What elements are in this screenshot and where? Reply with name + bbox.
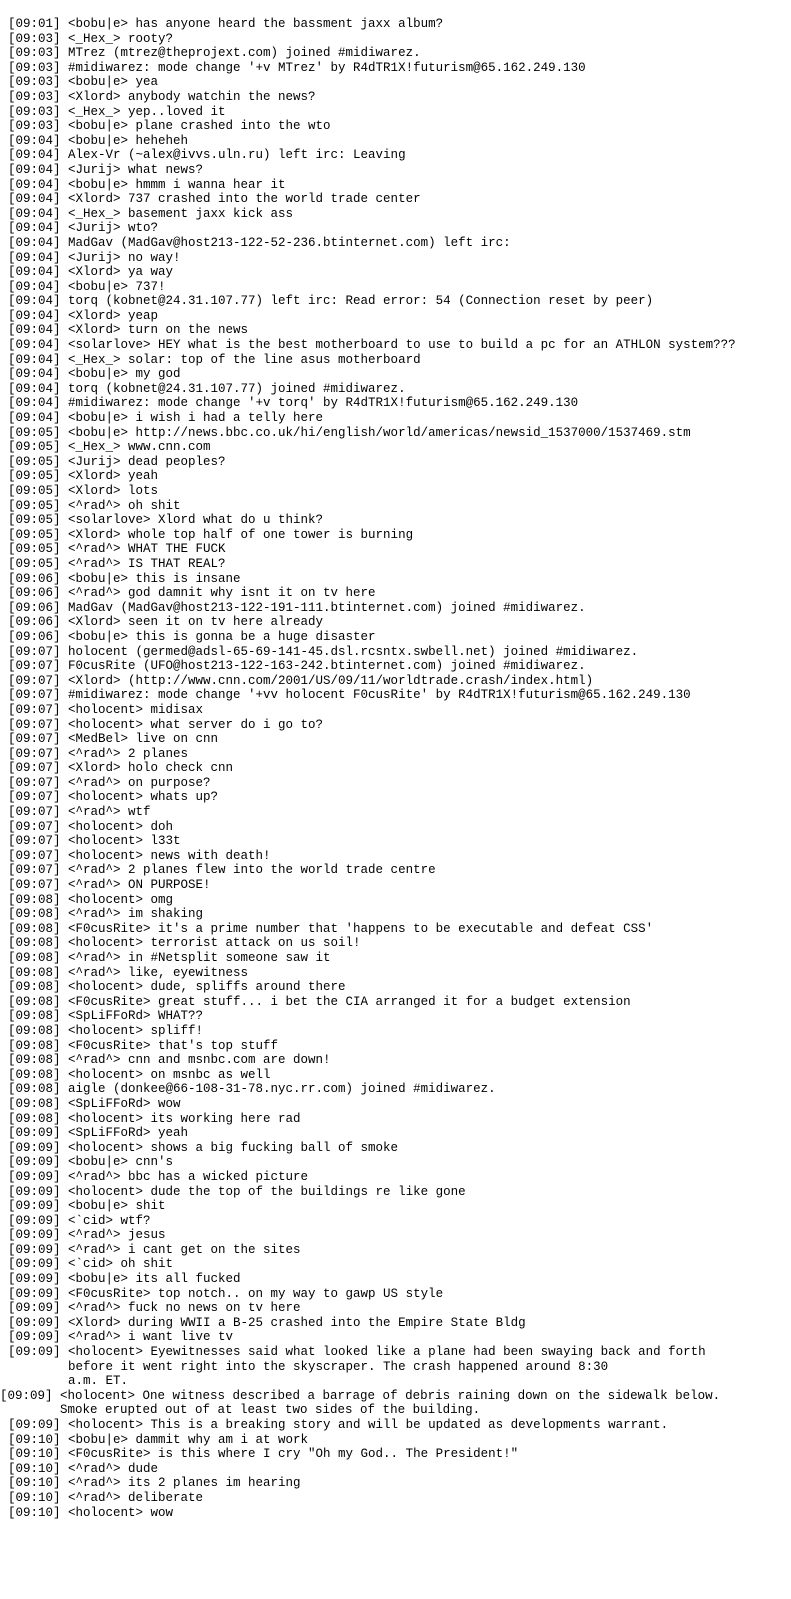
chat-line: [09:04] <Jurij> wto? <box>8 221 159 236</box>
chat-line: [09:08] <holocent> dude, spliffs around there <box>8 980 346 995</box>
chat-line: [09:05] <bobu|e> http://news.bbc.co.uk/hi/english/world/americas/newsid_1537000/1537469.stm <box>8 425 691 440</box>
chat-line: [09:07] <^rad^> 2 planes <box>8 746 189 761</box>
chat-line: [09:04] torq (kobnet@24.31.107.77) joined #midiwarez. <box>8 381 406 396</box>
chat-line: [09:10] <^rad^> dude <box>8 1461 159 1476</box>
chat-line: [09:06] <^rad^> god damnit why isnt it on tv here <box>8 586 376 601</box>
chat-line: [09:04] <_Hex_> solar: top of the line asus motherboard <box>8 352 421 367</box>
chat-line: [09:07] <holocent> whats up? <box>8 790 219 805</box>
chat-line: [09:10] <^rad^> its 2 planes im hearing <box>8 1476 301 1491</box>
chat-line: [09:09] <bobu|e> its all fucked <box>8 1272 241 1287</box>
chat-line: [09:09] <`cid> wtf? <box>8 1213 151 1228</box>
chat-line: [09:09] <holocent> Eyewitnesses said what looked like a plane had been swaying back and forth <box>8 1345 706 1360</box>
chat-line: [09:08] aigle (donkee@66-108-31-78.nyc.rr.com) joined #midiwarez. <box>8 1082 496 1097</box>
chat-line: [09:07] <holocent> news with death! <box>8 848 271 863</box>
chat-line: [09:08] <^rad^> im shaking <box>8 907 204 922</box>
chat-line: [09:04] <bobu|e> i wish i had a telly here <box>8 411 324 426</box>
chat-line: [09:09] <bobu|e> cnn's <box>8 1155 174 1170</box>
chat-line: [09:08] <SpLiFFoRd> wow <box>8 1096 181 1111</box>
chat-line: [09:01] <bobu|e> has anyone heard the bassment jaxx album? <box>8 17 444 31</box>
chat-line: [09:08] <F0cusRite> great stuff... i bet the CIA arranged it for a budget extension <box>8 994 631 1009</box>
chat-line: [09:09] <Xlord> during WWII a B-25 crashed into the Empire State Bldg <box>8 1315 526 1330</box>
chat-line: [09:03] #midiwarez: mode change '+v MTrez' by R4dTR1X!futurism@65.162.249.130 <box>8 60 586 75</box>
chat-line: [09:05] <Xlord> yeah <box>8 469 159 484</box>
chat-line: [09:04] <solarlove> HEY what is the best motherboard to use to build a pc for an ATHLON system??? <box>8 338 736 353</box>
chat-line: [09:05] <solarlove> Xlord what do u think? <box>8 513 324 528</box>
chat-line: [09:07] F0cusRite (UFO@host213-122-163-242.btinternet.com) joined #midiwarez. <box>8 659 586 674</box>
chat-line: a.m. ET. <box>8 1374 129 1389</box>
chat-line: [09:04] Alex-Vr (~alex@ivvs.uln.ru) left irc: Leaving <box>8 148 406 163</box>
chat-line: [09:04] <Xlord> ya way <box>8 265 174 280</box>
chat-line: [09:05] <Xlord> whole top half of one tower is burning <box>8 527 414 542</box>
chat-line: [09:09] <^rad^> i want live tv <box>8 1330 234 1345</box>
chat-line: Smoke erupted out of at least two sides of the building. <box>0 1403 481 1418</box>
chat-line: [09:04] <bobu|e> 737! <box>8 279 166 294</box>
chat-line: [09:03] <bobu|e> plane crashed into the wto <box>8 119 331 134</box>
chat-line: [09:10] <holocent> wow <box>8 1505 174 1520</box>
chat-line: [09:09] <`cid> oh shit <box>8 1257 174 1272</box>
chat-line: [09:09] <bobu|e> shit <box>8 1199 166 1214</box>
chat-line: [09:09] <holocent> dude the top of the buildings re like gone <box>8 1184 466 1199</box>
chat-line: [09:05] <^rad^> WHAT THE FUCK <box>8 542 226 557</box>
chat-line: [09:07] <holocent> midisax <box>8 702 204 717</box>
chat-line: [09:09] <^rad^> jesus <box>8 1228 166 1243</box>
chat-line: [09:07] <^rad^> ON PURPOSE! <box>8 878 211 893</box>
chat-line: [09:06] <bobu|e> this is gonna be a huge disaster <box>8 629 376 644</box>
chat-line: [09:09] <F0cusRite> top notch.. on my way to gawp US style <box>8 1286 444 1301</box>
chat-line: [09:04] <bobu|e> hmmm i wanna hear it <box>8 177 286 192</box>
chat-line: [09:03] <_Hex_> rooty? <box>8 31 174 46</box>
chat-line: [09:07] <^rad^> 2 planes flew into the world trade centre <box>8 863 436 878</box>
chat-line: [09:09] <holocent> One witness described a barrage of debris raining down on the sidewalk below. <box>0 1388 721 1403</box>
chat-line: [09:07] <Xlord> (http://www.cnn.com/2001/US/09/11/worldtrade.crash/index.html) <box>8 673 594 688</box>
chat-line: [09:03] <_Hex_> yep..loved it <box>8 104 226 119</box>
chat-line: [09:06] <Xlord> seen it on tv here already <box>8 615 324 630</box>
chat-line: [09:05] <^rad^> IS THAT REAL? <box>8 556 226 571</box>
chat-line: [09:06] <bobu|e> this is insane <box>8 571 241 586</box>
chat-line: [09:07] <holocent> doh <box>8 819 174 834</box>
chat-line: [09:04] torq (kobnet@24.31.107.77) left irc: Read error: 54 (Connection reset by peer) <box>8 294 654 309</box>
chat-line: [09:05] <_Hex_> www.cnn.com <box>8 440 211 455</box>
chat-line: [09:05] <Xlord> lots <box>8 484 159 498</box>
chat-line: [09:07] <^rad^> wtf <box>8 805 151 820</box>
chat-line: [09:08] <SpLiFFoRd> WHAT?? <box>8 1009 204 1024</box>
chat-line: [09:04] <Jurij> what news? <box>8 162 204 177</box>
chat-line: [09:07] <holocent> what server do i go to? <box>8 717 324 732</box>
chat-line: [09:04] MadGav (MadGav@host213-122-52-236.btinternet.com) left irc: <box>8 235 511 250</box>
chat-line: [09:09] <^rad^> fuck no news on tv here <box>8 1301 301 1316</box>
chat-line: [09:08] <holocent> on msnbc as well <box>8 1067 271 1082</box>
chat-line: [09:06] MadGav (MadGav@host213-122-191-111.btinternet.com) joined #midiwarez. <box>8 600 586 615</box>
chat-line: [09:04] <_Hex_> basement jaxx kick ass <box>8 206 294 221</box>
chat-line: [09:07] #midiwarez: mode change '+vv holocent F0cusRite' by R4dTR1X!futurism@65.162.249.130 <box>8 688 691 703</box>
chat-line: [09:10] <F0cusRite> is this where I cry "Oh my God.. The President!" <box>8 1447 519 1462</box>
chat-line: [09:08] <^rad^> cnn and msnbc.com are down! <box>8 1053 331 1068</box>
chat-line: [09:09] <^rad^> bbc has a wicked picture <box>8 1169 309 1184</box>
chat-line: [09:04] <Jurij> no way! <box>8 250 181 265</box>
chat-line: [09:03] <Xlord> anybody watchin the news? <box>8 89 316 104</box>
chat-line: [09:07] <Xlord> holo check cnn <box>8 761 234 776</box>
chat-line: [09:08] <^rad^> like, eyewitness <box>8 965 249 980</box>
chat-log <box>0 17 788 1520</box>
chat-line: [09:04] <Xlord> turn on the news <box>8 323 249 338</box>
chat-line: [09:09] <^rad^> i cant get on the sites <box>8 1242 301 1257</box>
chat-line: [09:08] <holocent> omg <box>8 892 174 907</box>
chat-line: [09:08] <holocent> terrorist attack on us soil! <box>8 936 361 951</box>
chat-line: [09:07] <^rad^> on purpose? <box>8 775 211 790</box>
chat-line: [09:08] <^rad^> in #Netsplit someone saw it <box>8 951 331 965</box>
chat-line: [09:09] <holocent> This is a breaking story and will be updated as developments warrant. <box>8 1418 669 1432</box>
chat-line: [09:04] <Xlord> 737 crashed into the world trade center <box>8 192 421 207</box>
chat-line: [09:04] <bobu|e> my god <box>8 367 181 382</box>
chat-line: [09:07] <MedBel> live on cnn <box>8 732 219 747</box>
chat-line: before it went right into the skyscraper. The crash happened around 8:30 <box>8 1359 609 1374</box>
chat-line: [09:05] <^rad^> oh shit <box>8 498 181 513</box>
chat-line: [09:08] <F0cusRite> that's top stuff <box>8 1038 279 1053</box>
chat-line: [09:10] <^rad^> deliberate <box>8 1490 204 1505</box>
chat-line: [09:07] holocent (germed@adsl-65-69-141-45.dsl.rcsntx.swbell.net) joined #midiwarez. <box>8 644 639 659</box>
chat-line: [09:05] <Jurij> dead peoples? <box>8 454 226 469</box>
chat-line: [09:08] <F0cusRite> it's a prime number that 'happens to be executable and defeat CSS' <box>8 921 654 936</box>
chat-line: [09:07] <holocent> l33t <box>8 834 181 849</box>
chat-line: [09:03] MTrez (mtrez@theprojext.com) joined #midiwarez. <box>8 46 421 61</box>
chat-line: [09:04] <bobu|e> heheheh <box>8 133 189 148</box>
chat-line: [09:09] <holocent> shows a big fucking ball of smoke <box>8 1140 399 1155</box>
chat-line: [09:04] <Xlord> yeap <box>8 308 159 323</box>
chat-line: [09:08] <holocent> spliff! <box>8 1023 204 1038</box>
chat-line: [09:09] <SpLiFFoRd> yeah <box>8 1126 189 1141</box>
chat-line: [09:04] #midiwarez: mode change '+v torq' by R4dTR1X!futurism@65.162.249.130 <box>8 396 579 411</box>
chat-line: [09:10] <bobu|e> dammit why am i at work <box>8 1432 309 1447</box>
chat-line: [09:03] <bobu|e> yea <box>8 75 159 90</box>
chat-line: [09:08] <holocent> its working here rad <box>8 1111 301 1126</box>
